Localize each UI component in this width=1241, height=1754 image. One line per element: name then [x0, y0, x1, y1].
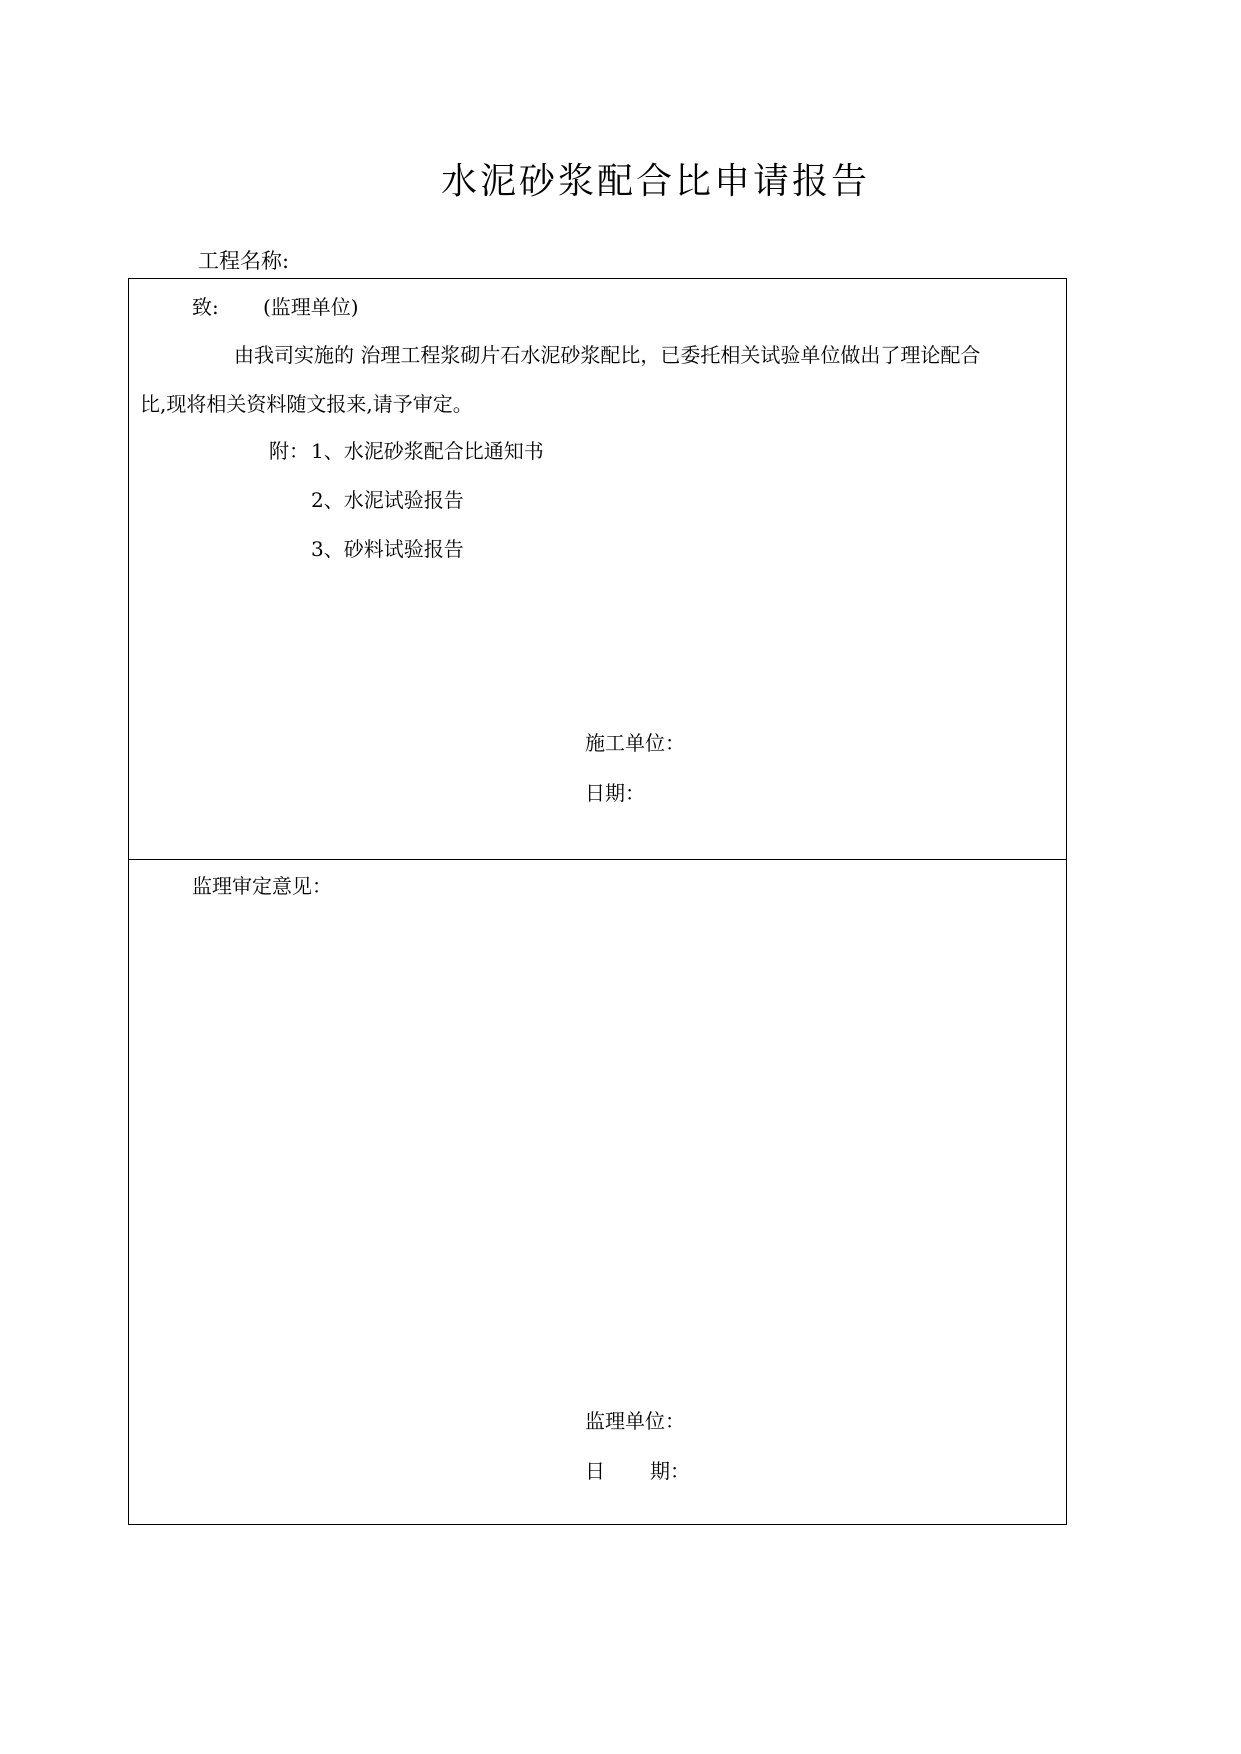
review-date-label-period: 期： — [650, 1459, 690, 1483]
attachments-prefix: 附： — [269, 439, 309, 463]
application-date-label: 日期： — [585, 781, 645, 805]
supervisor-unit-placeholder: (监理单位) — [263, 295, 359, 319]
attachment-item: 3、砂料试验报告 — [311, 537, 464, 561]
attachment-item: 1、水泥砂浆配合比通知书 — [311, 439, 544, 463]
section-divider — [129, 859, 1066, 860]
attachment-item: 2、水泥试验报告 — [311, 488, 464, 512]
review-date-label-day: 日 — [585, 1459, 605, 1483]
to-label: 致: — [192, 295, 219, 319]
project-name-label: 工程名称: — [198, 249, 290, 273]
document-title: 水泥砂浆配合比申请报告 — [440, 161, 870, 202]
body-text-line-2: 比,现将相关资料随文报来,请予审定。 — [140, 392, 473, 416]
application-form — [128, 278, 1067, 1525]
supervisor-unit-label: 监理单位： — [585, 1409, 685, 1433]
body-text-line-1: 由我司实施的 治理工程浆砌片石水泥砂浆配比，已委托相关试验单位做出了理论配合 — [234, 343, 981, 367]
contractor-unit-label: 施工单位： — [585, 731, 685, 755]
supervisor-opinion-label: 监理审定意见： — [192, 874, 332, 898]
